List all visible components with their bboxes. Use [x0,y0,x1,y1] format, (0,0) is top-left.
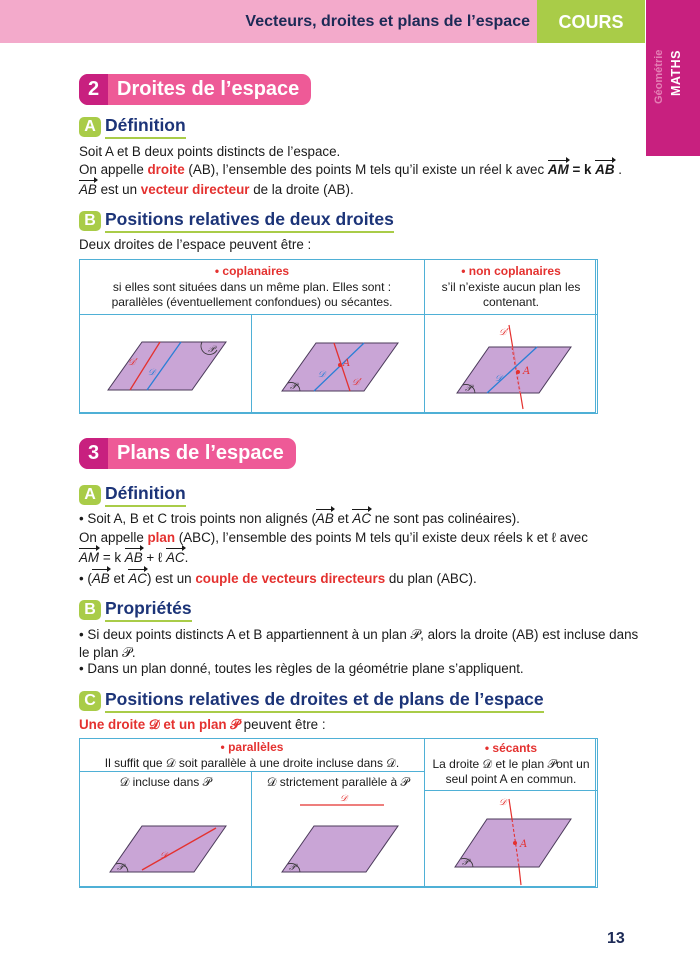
sub-title: Définition [105,115,186,139]
fig-secantes-cell [251,314,425,414]
prop-line-3: • Dans un plan donné, toutes les règles de la géométrie plane s’appliquent. [79,661,524,676]
chapter-title: Vecteurs, droites et plans de l’espace [245,13,530,30]
d-label: 𝒟 [148,368,156,378]
sub-title: Positions relatives de deux droites [105,209,394,233]
d-label: 𝒟 [340,794,348,804]
fig-droite-incluse [80,792,251,888]
strictement-parallele-cell [251,771,425,888]
side-subject-label: MATHS [669,49,683,96]
plane-label: 𝒫 [289,863,296,873]
plane-label: 𝒫 [117,863,124,873]
sub-letter: A [79,117,101,137]
section-number: 3 [79,438,108,469]
def-line-1: Soit A et B deux points distincts de l’espace. [79,144,341,159]
fig-paralleles-cell [79,314,252,414]
incluse-label: 𝒟 incluse dans 𝒫 [119,775,212,789]
plane-label: 𝒫 [290,382,297,392]
d-prime-label: 𝒟’ [352,378,363,388]
sub-letter: B [79,211,101,231]
point-a [513,841,517,845]
incluse-cell [79,771,252,888]
sub-heading-proprietes [79,599,192,621]
fig-droite-plan-secants [425,791,597,887]
coplanaires-head: • coplanaires [214,264,290,278]
d-label: 𝒟 [160,851,168,861]
plane-shape [282,826,398,872]
plane-label: 𝒫 [462,858,469,868]
secants-text-2: seul point A en commun. [445,772,577,786]
coplanaires-cell [79,259,425,315]
plan-def-line-2: On appelle plan (ABC), l’ensemble des points M tels qu’il existe deux réels k et ℓ avec [79,530,588,545]
side-tab-slant [646,150,700,158]
plan-def-line-4: • (AB et AC) est un couple de vecteurs directeurs du plan (ABC). [79,571,477,586]
fig-droites-secantes [252,315,424,413]
point-a-label: A [520,839,528,850]
paralleles-head: • parallèles [220,740,284,754]
d-label: 𝒟 [499,798,507,808]
d-label: 𝒟 [318,370,326,380]
d-prime-label: 𝒟’ [128,358,139,368]
sub-title: Positions relatives de droites et de plans de l’espace [105,689,544,713]
coplanaires-text-1: si elles sont situées dans un même plan. Elles sont : [112,279,392,294]
section-3-heading [79,438,296,469]
non-coplanaires-head: • non coplanaires [461,264,561,278]
plane-label: 𝒫 [465,384,472,394]
sub-heading-positions-droites-plans [79,690,544,712]
section-number: 2 [79,74,108,105]
paralleles-text: Il suffit que 𝒟 soit parallèle à une droite incluse dans 𝒟. [104,755,400,770]
sub-title: Propriétés [105,598,192,622]
cours-badge: COURS [537,0,645,43]
def-line-3: AB est un vecteur directeur de la droite (AB). [79,182,354,197]
secants-text-1: La droite 𝒟 et le plan 𝒫ont un [432,756,590,771]
plan-def-line-3: AM = k AB + ℓ AC. [79,550,189,565]
sub-letter: A [79,485,101,505]
d-label: 𝒟 [495,374,503,384]
sub-heading-positions-droites [79,210,394,232]
side-sub-label: Géométrie [653,49,665,104]
positions-intro: Deux droites de l’espace peuvent être : [79,237,312,252]
droite-plan-intro: Une droite 𝒟 et un plan 𝒫 peuvent être : [79,717,326,732]
non-coplanaires-cell [424,259,598,315]
fig-secants-cell [424,790,598,888]
plane-label: 𝒫 [208,345,215,355]
section-2-heading [79,74,311,105]
sub-letter: C [79,691,101,711]
line-d-top [509,799,512,819]
section-title: Plans de l’espace [117,442,284,464]
prop-line-1: • Si deux points distincts A et B appartiennent à un plan 𝒫, alors la droite (AB) est incluse dans [79,627,639,642]
line-d-bottom [519,867,521,885]
def-line-2: On appelle droite (AB), l’ensemble des points M tels qu’il existe un réel k avec AM = k AB . [79,162,622,177]
sub-letter: B [79,600,101,620]
plan-def-line-1: • Soit A, B et C trois points non alignés (AB et AC ne sont pas colinéaires). [79,511,520,526]
droite-plan-table [79,738,596,887]
secants-cell [424,738,598,791]
fig-droite-strictement-parallele [252,792,424,888]
point-a [338,363,342,367]
sub-heading-definition [79,116,186,138]
fig-droites-paralleles [80,315,251,413]
d-prime-label: 𝒟’ [499,328,510,338]
strictement-parallele-label: 𝒟 strictement parallèle à 𝒫 [266,775,410,789]
point-a [516,370,520,374]
page-number: 13 [607,930,625,947]
section-title: Droites de l’espace [117,78,300,100]
point-a-label: A [523,366,531,377]
point-a-label: A [343,358,351,369]
coplanaires-text-2: parallèles (éventuellement confondues) ou sécantes. [111,295,393,309]
droites-table [79,259,596,413]
non-coplanaires-text-1: s’il n’existe aucun plan les [441,279,581,294]
non-coplanaires-text-2: contenant. [482,295,540,309]
prop-line-2: le plan 𝒫. [79,645,136,660]
fig-non-coplanaires-cell [424,314,598,414]
fig-droites-non-coplanaires [425,315,597,413]
sub-title: Définition [105,483,186,507]
sub-heading-definition-plan [79,484,186,506]
secants-head: • sécants [484,741,538,755]
paralleles-cell [79,738,425,772]
